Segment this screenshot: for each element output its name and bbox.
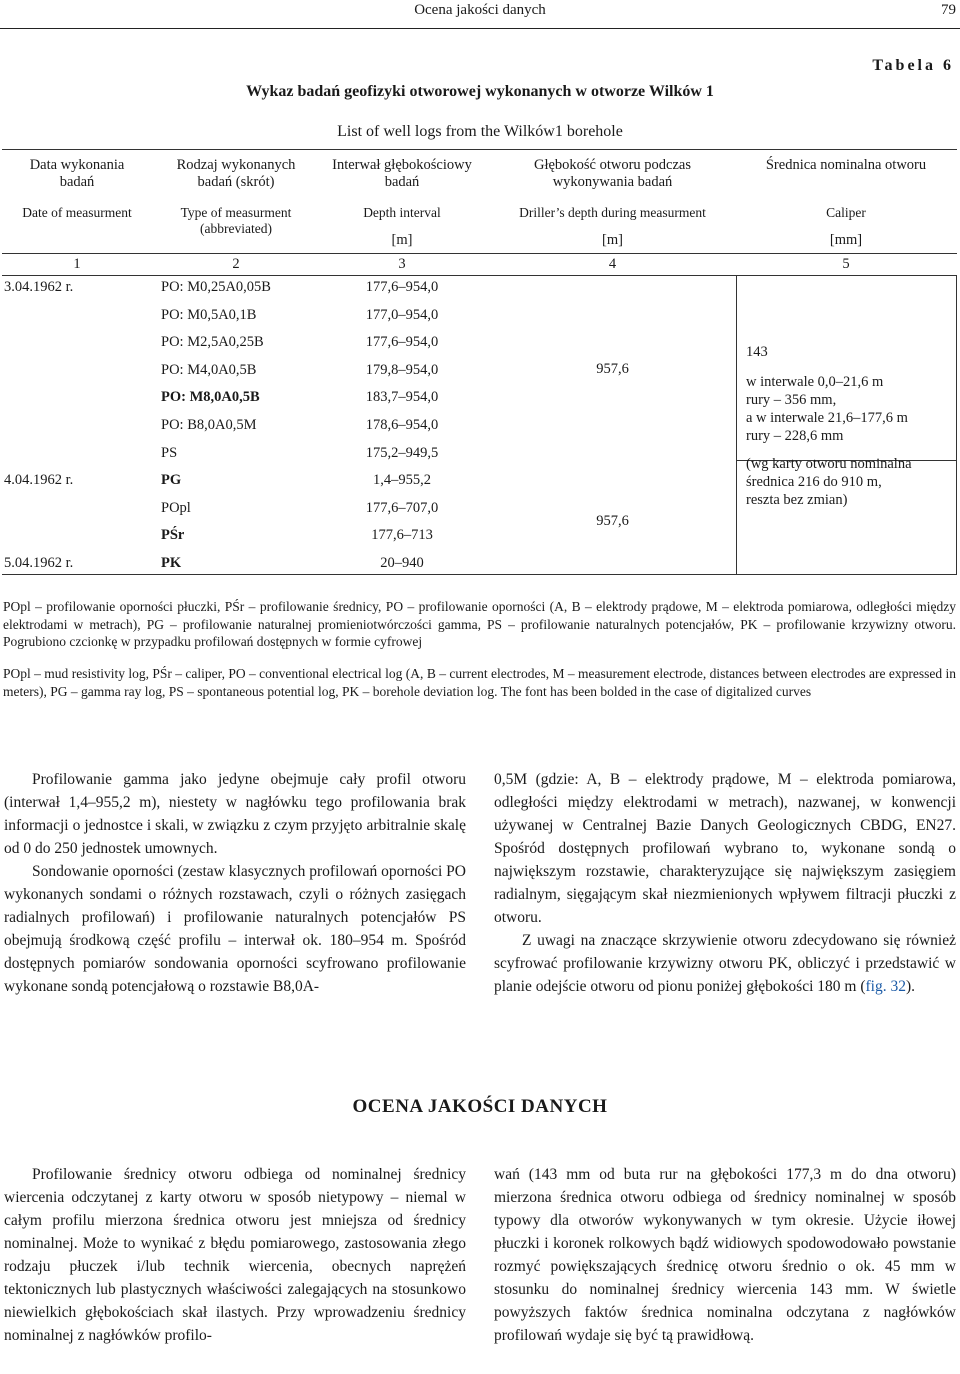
header-depth-pl: Głębokość otworu podczas wykonywania badań bbox=[533, 157, 692, 190]
unit-interval: [m] bbox=[391, 232, 413, 248]
column-number-4: 4 bbox=[608, 256, 617, 272]
caliper-line: rury – 228,6 mm bbox=[746, 428, 844, 444]
figure-link[interactable]: fig. 32 bbox=[865, 978, 906, 995]
header-type-en: Type of measurment (abbreviated) bbox=[180, 205, 292, 236]
table-note-english: POpl – mud resistivity log, PŚr – caliper, PO – conventional electrical log (A, B – current electrodes, M – measurement electrode, distances between electrodes are expressed in meters), PG – gamma ray log, PS – spontaneous potential log, PK – borehole deviation log. The font has been bolded in the case of digitalized curves bbox=[3, 666, 956, 699]
row-log-type: PO: M0,25A0,05B bbox=[161, 279, 271, 295]
header-depth-en: Driller’s depth during measurment bbox=[519, 205, 706, 220]
header-date-pl: Data wykonania badań bbox=[29, 157, 125, 190]
body-column-right-lower bbox=[494, 1163, 956, 1347]
row-date: 3.04.1962 r. bbox=[4, 279, 74, 295]
row-log-type: PO: M4,0A0,5B bbox=[161, 362, 257, 378]
row-log-type: PO: M0,5A0,1B bbox=[161, 307, 257, 323]
row-depth-interval: 177,0–954,0 bbox=[365, 307, 439, 323]
body-column-right-upper bbox=[494, 768, 956, 998]
caliper-line: (wg karty otworu nominalna bbox=[746, 456, 912, 472]
column-number-1: 1 bbox=[73, 256, 81, 272]
table-title-polish: Wykaz badań geofizyki otworowej wykonanych w otworze Wilków 1 bbox=[246, 83, 714, 100]
row-depth-interval: 177,6–713 bbox=[371, 527, 433, 543]
row-log-type: PŚr bbox=[161, 527, 185, 543]
body-column-left-lower bbox=[4, 1163, 466, 1347]
table-label: Tabela 6 bbox=[872, 57, 954, 74]
table-right-border bbox=[956, 275, 957, 574]
row-depth-interval: 183,7–954,0 bbox=[365, 389, 439, 405]
row-depth-interval: 177,6–954,0 bbox=[365, 334, 439, 350]
unit-depth: [m] bbox=[602, 232, 623, 248]
table-colnum-rule bbox=[2, 275, 957, 276]
header-type-pl: Rodzaj wykonanych badań (skrót) bbox=[176, 157, 296, 190]
column-number-2: 2 bbox=[232, 256, 240, 272]
page-number: 79 bbox=[941, 2, 956, 18]
row-depth-interval: 177,6–954,0 bbox=[365, 279, 439, 295]
table-bottom-rule bbox=[2, 574, 957, 575]
caliper-line: reszta bez zmian) bbox=[746, 492, 848, 508]
paragraph: Profilowanie średnicy otworu odbiega od nominalnej średnicy wiercenia odczytanej z karty otworu w sposób nietypowy – niemal w całym profilu mierzona średnica otworu jest mniejsza od średnicy nominalnej. Może to wynikać z błędu pomiarowego, zastosowania złego rodzaju płuczek i/lub technik wiercenia, obecnych naprężeń tektonicznych lub plastycznych właściwości zalegających na stosunkowo niewielkich głębokościach skał ilastych. Przy wprowadzeniu średnicy nominalnej z nagłówków profilo- bbox=[4, 1166, 466, 1344]
caliper-column-border bbox=[736, 275, 737, 574]
depth-value-group-1: 957,6 bbox=[596, 361, 629, 377]
section-heading: OCENA JAKOŚCI DANYCH bbox=[352, 1096, 608, 1117]
row-log-type: PO: B8,0A0,5M bbox=[161, 417, 257, 433]
row-date: 4.04.1962 r. bbox=[4, 472, 74, 488]
row-depth-interval: 175,2–949,5 bbox=[365, 445, 439, 461]
header-caliper-en: Caliper bbox=[826, 205, 866, 220]
header-interval-en: Depth interval bbox=[363, 205, 441, 220]
row-log-type: PO: M8,0A0,5B bbox=[161, 389, 260, 405]
row-depth-interval: 20–940 bbox=[380, 555, 424, 571]
column-number-5: 5 bbox=[842, 256, 850, 272]
column-number-3: 3 bbox=[398, 256, 406, 272]
row-depth-interval: 178,6–954,0 bbox=[365, 417, 439, 433]
caliper-line: rury – 356 mm, bbox=[746, 392, 837, 408]
row-date: 5.04.1962 r. bbox=[4, 555, 74, 571]
depth-value-group-2: 957,6 bbox=[596, 513, 629, 529]
header-date-en: Date of measurment bbox=[22, 205, 132, 220]
paragraph: Z uwagi na znaczące skrzywienie otworu zdecydowano się również scyfrować profilowanie krzywizny otworu PK, obliczyć i przedstawić w planie odejście otworu od pionu poniżej głębokości 180 m (fig. 32). bbox=[494, 932, 956, 995]
caliper-description bbox=[746, 343, 952, 509]
row-log-type: PG bbox=[161, 472, 182, 488]
body-column-left-upper bbox=[4, 768, 466, 998]
paragraph: 0,5M (gdzie: A, B – elektrody prądowe, M – elektroda pomiarowa, odległości między elektrodami w metrach), nazwanej, w konwencji używanej w Centralnej Bazie Danych Geologicznych CBDG, EN27. Spośród dostępnych profilowań wybrano to, wykonane sondą o największym rozstawie, charakteryzujące się największym zasięgiem radialnym, sięgającym skał niezmienionych wpływem filtracji płuczki z otworu. bbox=[494, 771, 956, 926]
paragraph: wań (143 mm od buta rur na głębokości 177,3 m do dna otworu) mierzona średnica otworu odbiega od średnicy nominalnej w sposób typowy dla otworów wykonywanych w tym okresie. Użycie iłowej płuczki i koronek rolkowych bądź widiowych spodowodowało powstanie rozmyć powiększających średnicę otworu średnio o ok. 45 mm w stosunku do nominalnej średnicy wiercenia 143 mm. W świetle powyższych faktów średnica nominalna odczytana z nagłówków profilowań wydaje się być tą prawidłową. bbox=[494, 1166, 956, 1344]
header-interval-pl: Interwał głębokościowy badań bbox=[332, 157, 472, 190]
table-note-polish: POpl – profilowanie oporności płuczki, PŚr – profilowanie średnicy, PO – profilowanie oporności (A, B – elektrody prądowe, M – elektroda pomiarowa, odległości między elektrodami w metrach), PG – profilowanie naturalnej promieniotwórczości gamma, PS – profilowanie naturalnych potencjałów, PK – profilowanie krzywizny otworu. Pogrubiono czcionkę w przypadku profilowań dostępnych w formie cyfrowej bbox=[3, 599, 956, 649]
caliper-line: w interwale 0,0–21,6 m bbox=[746, 374, 884, 390]
table-title-english: List of well logs from the Wilków1 borehole bbox=[337, 123, 623, 140]
header-caliper-pl: Średnica nominalna otworu bbox=[765, 157, 927, 173]
table-header-rule bbox=[2, 253, 957, 254]
row-depth-interval: 1,4–955,2 bbox=[373, 472, 431, 488]
caliper-line: a w interwale 21,6–177,6 m bbox=[746, 410, 908, 426]
row-log-type: PK bbox=[161, 555, 182, 571]
unit-caliper: [mm] bbox=[829, 232, 863, 248]
row-log-type: PO: M2,5A0,25B bbox=[161, 334, 264, 350]
caliper-value: 143 bbox=[746, 344, 768, 360]
row-depth-interval: 177,6–707,0 bbox=[365, 500, 439, 516]
running-header-title: Ocena jakości danych bbox=[414, 2, 546, 18]
table-top-rule bbox=[2, 149, 957, 150]
header-divider bbox=[0, 28, 960, 29]
row-depth-interval: 179,8–954,0 bbox=[365, 362, 439, 378]
row-log-type: POpl bbox=[161, 500, 191, 516]
row-log-type: PS bbox=[161, 445, 178, 461]
paragraph: Profilowanie gamma jako jedyne obejmuje cały profil otworu (interwał 1,4–955,2 m), niestety w nagłówku tego profilowania brak informacji o jednostce i skali, w związku z czym przyjęto arbitralnie skalę od 0 do 250 jednostek umownych. bbox=[4, 771, 466, 857]
paragraph: Sondowanie oporności (zestaw klasycznych profilowań oporności PO wykonanych sondami o różnych rozstawach, czyli o różnych zasięgach radialnych profilowań) i profilowanie naturalnych potencjałów PS obejmują środkową część profilu – interwał ok. 180–954 m. Spośród dostępnych pomiarów sondowania oporności scyfrowano profilowanie wykonane sondą potencjałową o rozstawie B8,0A- bbox=[4, 863, 466, 995]
caliper-line: średnica 216 do 910 m, bbox=[746, 474, 882, 490]
